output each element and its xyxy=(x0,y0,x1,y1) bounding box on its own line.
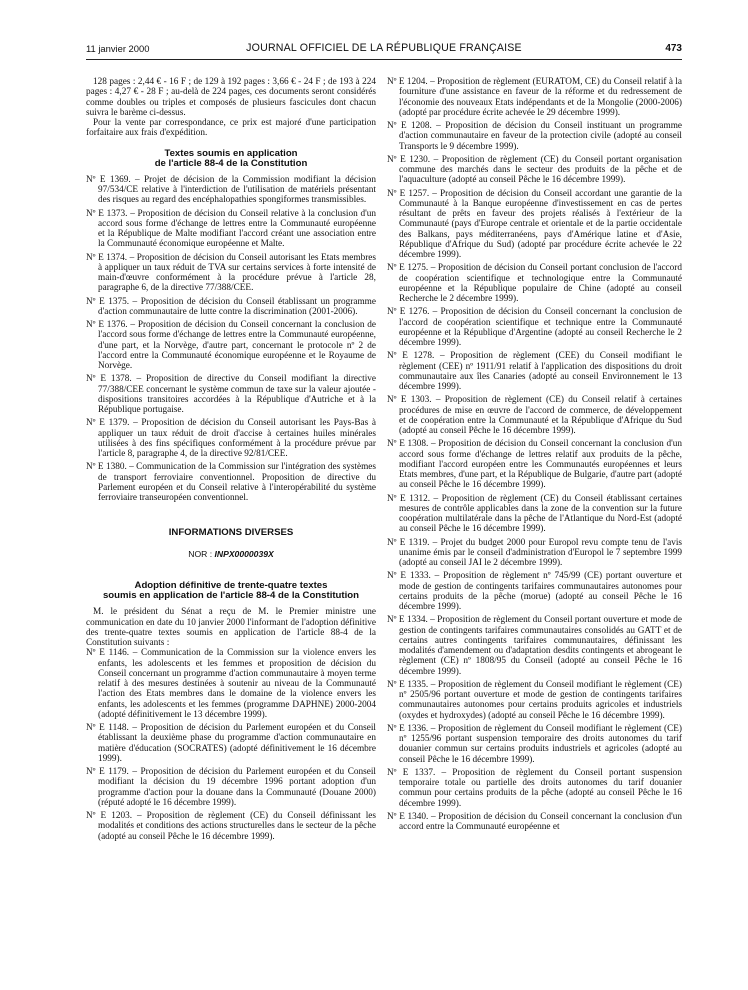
list-item: Nº E 1375. – Proposition de décision du Conseil établissant un programme d'action communautaire de lutte contre la discrimination (2001-2006). xyxy=(86,296,376,317)
section-heading-adoption: Adoption définitive de trente-quatre textes soumis en application de l'article 88-4 de la Constitution xyxy=(102,579,360,602)
list-item: Nº E 1378. – Proposition de directive du Conseil modifiant la directive 77/388/CEE concernant le système commun de taxe sur la valeur ajoutée - dispositions transitoires accordées à la République d'Autriche et à la République portugaise. xyxy=(86,374,376,416)
nor-reference: NOR : INPX0000039X xyxy=(188,548,274,559)
list-item: Nº E 1340. – Proposition de décision du Conseil concernant la conclusion d'un accord entre la Communauté européenne et xyxy=(387,811,682,832)
header-date: 11 janvier 2000 xyxy=(86,43,150,54)
list-item: Nº E 1204. – Proposition de règlement (EURATOM, CE) du Conseil relatif à la fourniture d'une assistance en faveur de la réforme et du redressement de l'économie des nouveaux Etats indépendants et de la Mongolie (2000-2006) (adopté par procédure écrite achevée le 29 décembre 1999). xyxy=(387,77,682,118)
list-item: Nº E 1334. – Proposition de règlement du Conseil portant ouverture et mode de gestion de contingents tarifaires communautaires consolidés au GATT et de certains autres contingents tarifaires communautaires, définissant les modalités d'amendement ou d'adaptation desdits contingents et abrogeant le règlement (CE) nº 1808/95 du Conseil (adopté au conseil Pêche le 16 décembre 1999). xyxy=(387,615,682,677)
pricing-text: 128 pages : 2,44 € - 16 F ; de 129 à 192 pages : 3,66 € - 24 F ; de 193 à 224 pages : 4,27 € - 28 F ; au-delà de 224 pages, ces documents seront considérés comme doubles ou triples et composés de plusieurs fascicules dont chacun suivra le barème ci-dessus. xyxy=(86,77,376,118)
list-item: Nº E 1336. – Proposition de règlement du Conseil modifiant le règlement (CE) nº 1255/96 portant suspension temporaire des droits autonomes du tarif douanier commun sur certains produits industriels et agricoles (adopté au conseil Pêche le 16 décembre 1999). xyxy=(387,723,682,765)
list-item: Nº E 1203. – Proposition de règlement (CE) du Conseil définissant les modalités et conditions des actions structurelles dans le secteur de la pêche (adopté au conseil Pêche le 16 décembre 1999). xyxy=(86,811,376,842)
page-number: 473 xyxy=(665,43,682,54)
list-item: Nº E 1335. – Proposition de règlement du Conseil modifiant le règlement (CE) nº 2505/96 portant ouverture et mode de gestion de contingents tarifaires communautaires autonomes pour certains produits agricoles et industriels (oxydes et hydroxydes) (adopté au conseil Pêche le 16 décembre 1999). xyxy=(387,679,682,721)
nor-code: INPX0000039X xyxy=(214,548,274,559)
list-item: Nº E 1148. – Proposition de décision du Parlement européen et du Conseil établissant la deuxième phase du programme d'action communautaire en matière d'éducation (SOCRATES) (adopté définitivement le 16 décembre 1999). xyxy=(86,723,376,764)
list-item: Nº E 1275. – Proposition de décision du Conseil portant conclusion de l'accord de coopération scientifique et technologique entre la Communauté européenne et la République populaire de Chine (adopté au conseil Recherche le 2 décembre 1999). xyxy=(387,263,682,304)
header-title: JOURNAL OFFICIEL DE LA RÉPUBLIQUE FRANÇAISE xyxy=(246,42,522,54)
page-header xyxy=(86,43,682,60)
list-item: Nº E 1319. – Projet du budget 2000 pour Europol revu compte tenu de l'avis unanime émis par le conseil d'administration d'Europol le 7 septembre 1999 (adopté au conseil JAI le 2 décembre 1999). xyxy=(387,537,682,568)
list-item: Nº E 1373. – Proposition de décision du Conseil relative à la conclusion d'un accord sous forme d'échange de lettres entre la Communauté européenne et la République de Malte modifiant l'accord créant une association entre la Communauté économique européenne et Malte. xyxy=(86,208,376,250)
adoption-intro: M. le président du Sénat a reçu de M. le Premier ministre une communication en date du 10 janvier 2000 l'informant de l'adoption définitive des trente-quatre textes soumis en application de l'article 88-4 de la Constitution suivants : xyxy=(86,607,376,649)
list-item: Nº E 1146. – Communication de la Commission sur la violence envers les enfants, les adolescents et les femmes et proposition de décision du Conseil concernant un programme d'action communautaire à moyen terme relatif à des mesures destinées à soutenir au niveau de la Communauté l'action des Etats membres dans le domaine de la violence envers les enfants, les adolescents et les femmes (programme DAPHNE) 2000-2004 (adopté définitivement le 13 décembre 1999). xyxy=(86,648,376,720)
section-heading-texts-submitted: Textes soumis en application de l'article 88-4 de la Constitution xyxy=(154,147,308,169)
list-item: Nº E 1303. – Proposition de règlement (CE) du Conseil relatif à certaines procédures de mise en œuvre de l'accord de commerce, de développement et de coopération entre la Communauté et la République d'Afrique du Sud (adopté au conseil Pêche le 16 décembre 1999). xyxy=(387,395,682,436)
right-column xyxy=(387,77,682,835)
list-item: Nº E 1276. – Proposition de décision du Conseil concernant la conclusion de l'accord de coopération scientifique et technique entre la Communauté européenne et la République d'Argentine (adopté au conseil Recherche le 2 décembre 1999). xyxy=(387,307,682,348)
submitted-texts-list xyxy=(86,175,376,504)
list-item: Nº E 1379. – Proposition de décision du Conseil autorisant les Pays-Bas à appliquer un taux réduit de droit d'accise à certaines huiles minérales utilisées à des fins spécifiques conformément à la procédure prévue par l'article 8, paragraphe 4, de la directive 92/81/CEE. xyxy=(86,418,376,460)
list-item: Nº E 1208. – Proposition de décision du Conseil instituant un programme d'action communautaire en faveur de la protection civile (adopté au conseil Transports le 9 décembre 1999). xyxy=(387,121,682,152)
list-item: Nº E 1230. – Proposition de règlement (CE) du Conseil portant organisation commune des marchés dans le secteur des produits de la pêche et de l'aquaculture (adopté au conseil Pêche le 16 décembre 1999). xyxy=(387,154,682,186)
list-item: Nº E 1308. – Proposition de décision du Conseil concernant la conclusion d'un accord sous forme d'échange de lettres relatif aux produits de la pêche, modifiant l'accord européen entre les Communautés européennes et leurs Etats membres, d'une part, et la République de Bulgarie, d'autre part (adopté au conseil Pêche le 16 décembre 1999). xyxy=(387,439,682,491)
section-heading-informations: INFORMATIONS DIVERSES xyxy=(168,527,294,539)
list-item: Nº E 1369. – Projet de décision de la Commission modifiant la décision 97/534/CE relative à l'interdiction de l'utilisation de matériels présentant des risques au regard des encéphalopathies spongiformes transmissibles. xyxy=(86,174,376,206)
list-item: Nº E 1333. – Proposition de règlement nº 745/99 (CE) portant ouverture et mode de gestion de contingents tarifaires communautaires autonomes pour certains produits de la pêche (morue) (adopté au conseil Pêche le 16 décembre 1999). xyxy=(387,571,682,612)
list-item: Nº E 1179. – Proposition de décision du Parlement européen et du Conseil modifiant la décision du 19 décembre 1996 portant adoption d'un programme d'action pour la douane dans la Communauté (Douane 2000) (réputé adopté le 16 décembre 1999). xyxy=(86,767,376,808)
adopted-texts-list xyxy=(86,648,376,842)
left-column xyxy=(86,77,376,845)
list-item: Nº E 1312. – Proposition de règlement (CE) du Conseil établissant certaines mesures de contrôle applicables dans la zone de la convention sur la future coopération multilatérale dans la pêche de l'Atlantique du Nord-Est (adopté au conseil Pêche le 16 décembre 1999). xyxy=(387,493,682,535)
list-item: Nº E 1380. – Communication de la Commission sur l'intégration des systèmes de transport ferroviaire conventionnel. Proposition de directive du Parlement européen et du Conseil relative à l'interopérabilité du système ferroviaire transeuropéen conventionnel. xyxy=(86,462,376,504)
mail-order-text: Pour la vente par correspondance, ce prix est majoré d'une participation forfaitaire aux frais d'expédition. xyxy=(86,118,376,139)
list-item: Nº E 1374. – Proposition de décision du Conseil autorisant les Etats membres à appliquer un taux réduit de TVA sur certains services à forte intensité de main-d'œuvre conformément à la procédure prévue à l'article 28, paragraphe 6, de la directive 77/388/CEE. xyxy=(86,252,376,294)
list-item: Nº E 1278. – Proposition de règlement (CEE) du Conseil modifiant le règlement (CEE) nº 1911/91 relatif à l'application des dispositions du droit communautaire aux îles Canaries (adopté au conseil Environnement le 13 décembre 1999). xyxy=(387,351,682,392)
list-item: Nº E 1257. – Proposition de décision du Conseil accordant une garantie de la Communauté à la Banque européenne d'investissement en cas de pertes résultant de prêts en faveur des projets réalisés à l'extérieur de la Communauté (pays d'Europe centrale et orientale et de la partie occidentale des Balkans, pays méditerranéens, pays d'Amérique latine et d'Asie, République d'Afrique du Sud) (adopté par procédure écrite achevée le 22 décembre 1999). xyxy=(387,188,682,260)
list-item: Nº E 1376. – Proposition de décision du Conseil concernant la conclusion de l'accord sous forme d'échange de lettres entre la Communauté européenne, d'une part, et la Norvège, d'autre part, concernant le protocole nº 2 de l'accord entre la Communauté économique européenne et le Royaume de Norvège. xyxy=(86,320,376,372)
list-item: Nº E 1337. – Proposition de règlement du Conseil portant suspension temporaire totale ou partielle des droits autonomes du tarif douanier commun pour certains produits de la pêche (adopté au conseil Pêche le 16 décembre 1999). xyxy=(387,767,682,809)
